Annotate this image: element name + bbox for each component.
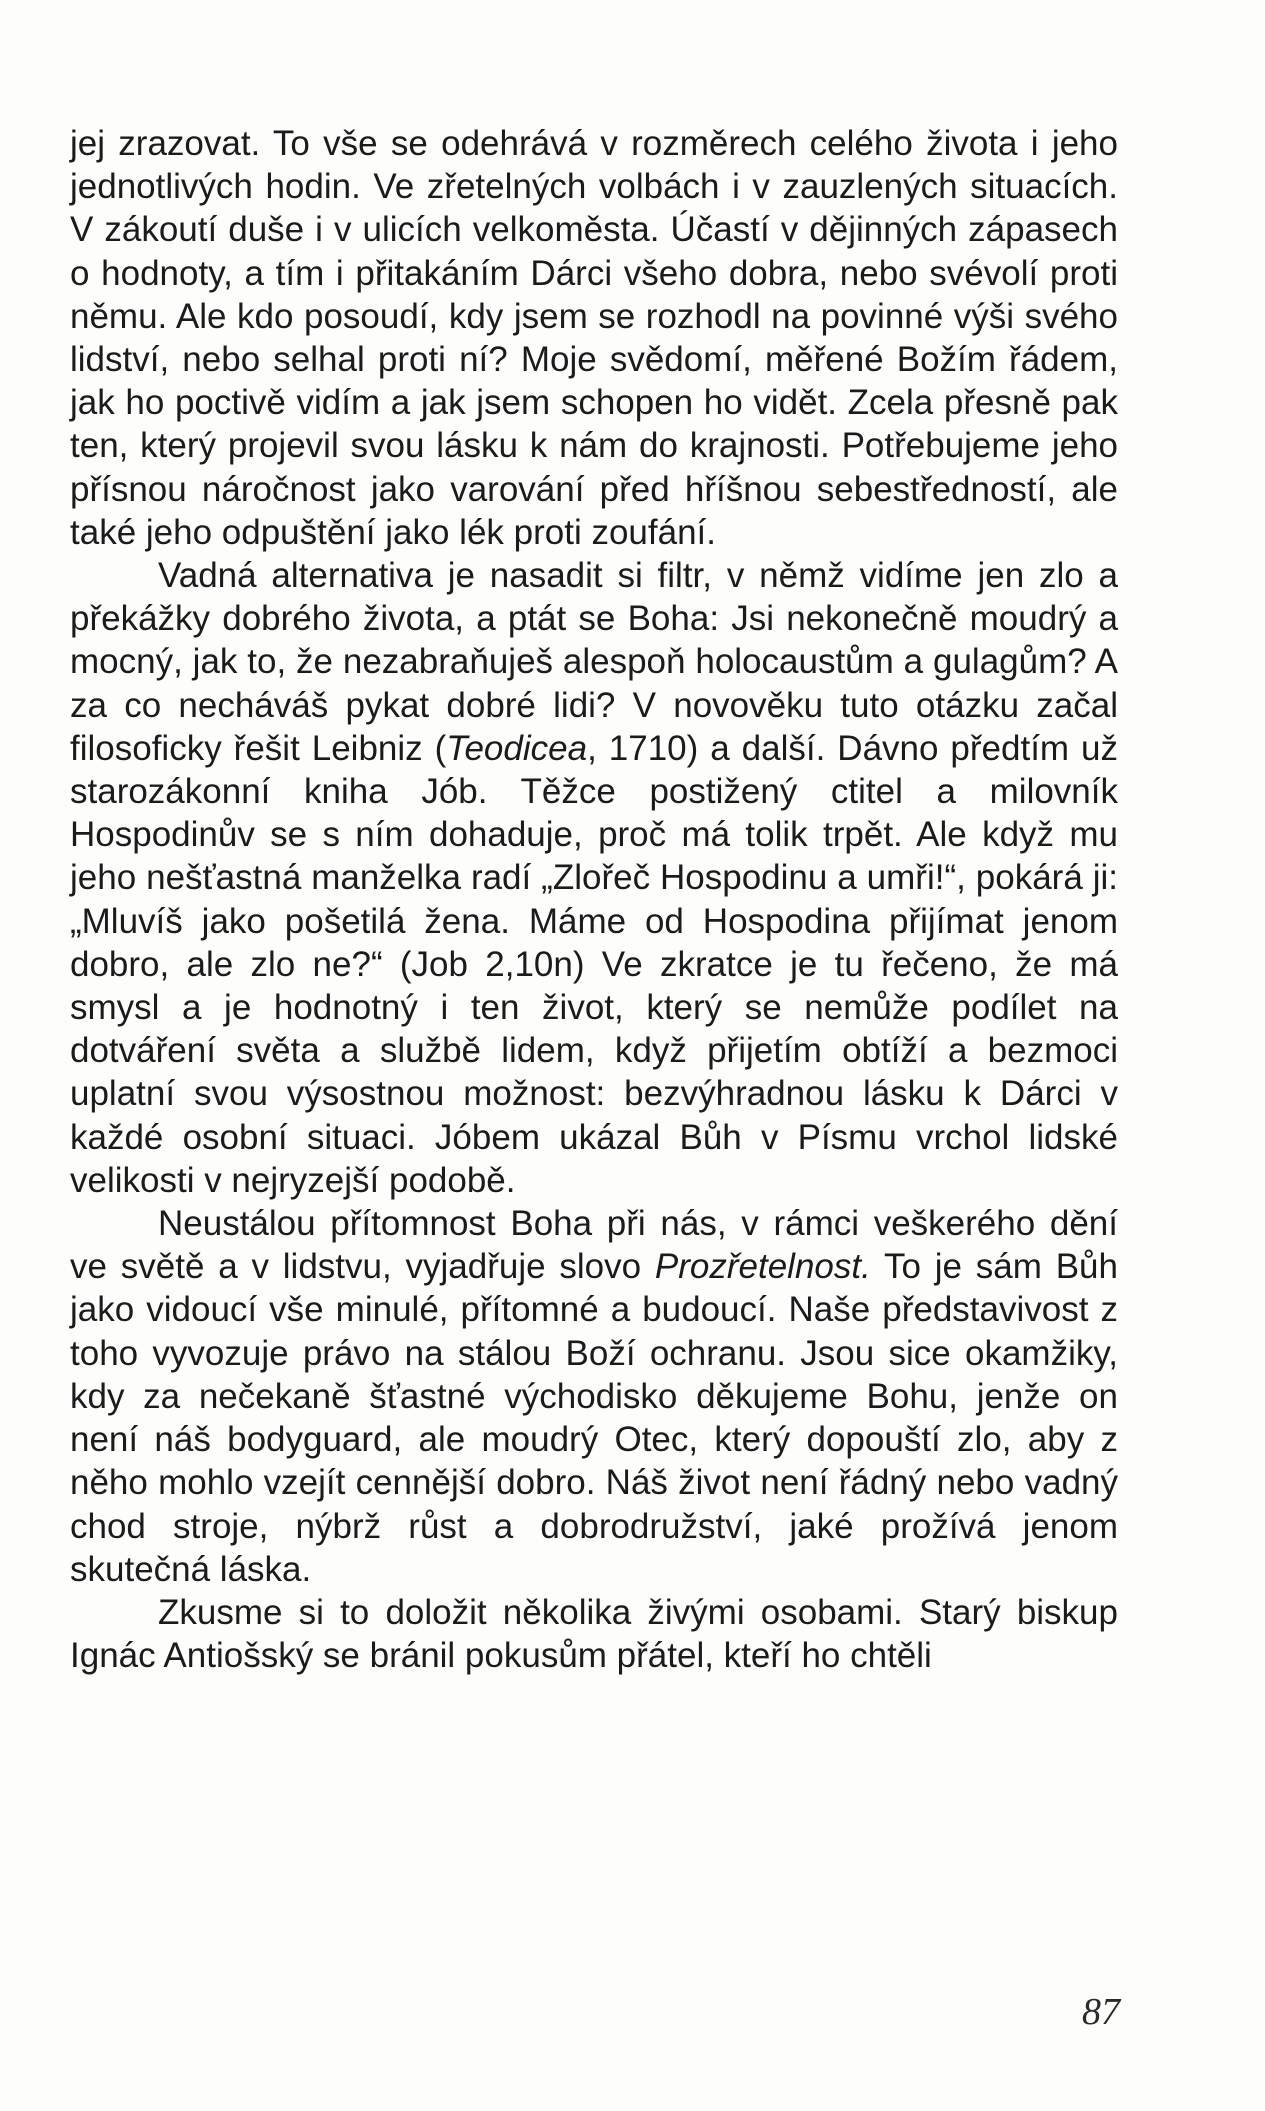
paragraph-3-text-a: Neustálou přítomnost Boha při nás, v rámci veškerého dění ve světě a v lidstvu, vyjadřuje slovo — [70, 1204, 1118, 1287]
paragraph-4 — [70, 1591, 1118, 1677]
paragraph-1-text: jej zrazovat. To vše se odehrává v rozměrech celého života i jeho jednotlivých hodin. Ve zřetelných volbách i v zauzlených situacích. V zákoutí duše i v ulicích velkoměsta. Účastí v dějinných zápasech o hodnoty, a tím i přitakáním Dárci všeho dobra, nebo svévolí proti němu. Ale kdo posoudí, kdy jsem se rozhodl na povinné výši svého lidství, nebo selhal proti ní? Moje svědomí, měřené Božím řádem, jak ho poctivě vidím a jak jsem schopen ho vidět. Zcela přesně pak ten, který projevil svou lásku k nám do krajnosti. Potřebujeme jeho přísnou náročnost jako varování před hříšnou sebestředností, ale také jeho odpuštění jako lék proti zoufání. — [70, 124, 1118, 552]
paragraph-3-text-b: To je sám Bůh jako vidoucí vše minulé, přítomné a budoucí. Naše představivost z toho vyvozuje právo na stálou Boží ochranu. Jsou sice okamžiky, kdy za nečekaně šťastné východisko děkujeme Bohu, jenže on není náš bodyguard, ale moudrý Otec, který dopouští zlo, aby z něho mohlo vzejít cennější dobro. Náš život není řádný nebo vadný chod stroje, nýbrž růst a dobrodružství, jaké prožívá jenom skutečná láska. — [70, 1247, 1118, 1589]
paragraph-1 — [70, 122, 1118, 554]
term-prozretelnost: Prozřetelnost. — [654, 1247, 871, 1287]
body-text — [70, 122, 1118, 1677]
paragraph-2-text-a: Vadná alternativa je nasadit si filtr, v němž vidíme jen zlo a překážky dobrého života, a ptát se Boha: Jsi nekonečně moudrý a mocný, jak to, že nezabraňuješ alespoň holocaustům a gulagům? A za co necháváš pykat dobré lidi? V novověku tuto otázku začal filosoficky řešit Leibniz ( — [70, 556, 1118, 768]
page-number: 87 — [1082, 1991, 1120, 2033]
paragraph-3 — [70, 1202, 1118, 1591]
paragraph-4-text: Zkusme si to doložit několika živými osobami. Starý biskup Ignác Antiošský se bránil pokusům přátel, kteří ho chtěli — [70, 1592, 1118, 1676]
book-title-teodicea: Teodicea — [446, 728, 588, 768]
paragraph-2-text-b: , 1710) a další. Dávno předtím už starozákonní kniha Jób. Těžce postižený ctitel a milovník Hospodinův se s ním dohaduje, proč má tolik trpět. Ale když mu jeho nešťastná manželka radí „Zlořeč Hospodinu a umři!“, pokárá ji: „Mluvíš jako pošetilá žena. Máme od Hospodina přijímat jenom dobro, ale zlo ne?“ (Job 2,10n) Ve zkratce je tu řečeno, že má smysl a je hodnotný i ten život, který se nemůže podílet na dotváření světa a službě lidem, když přijetím obtíží a bezmoci uplatní svou výsostnou možnost: bezvýhradnou lásku k Dárci v každé osobní situaci. Jóbem ukázal Bůh v Písmu vrchol lidské velikosti v nejryzejší podobě. — [70, 728, 1119, 1200]
paragraph-2 — [70, 554, 1118, 1202]
